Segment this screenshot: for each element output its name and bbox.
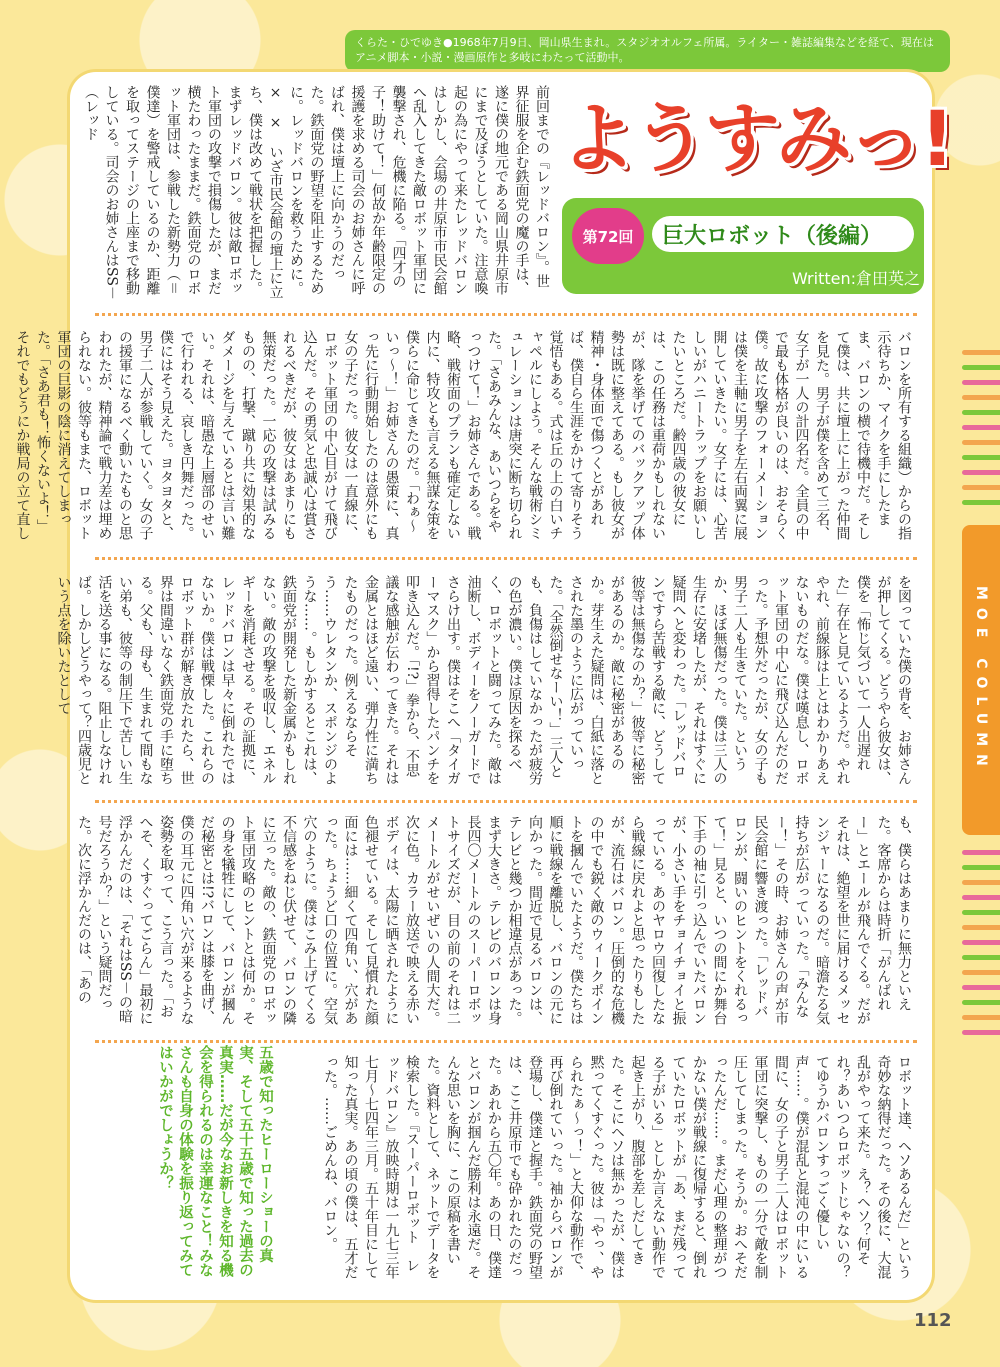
article-row-4: も、僕らはあまりに無力といえた。客席からは時折「がんばれー」とエールが飛んでくる。だがそれは、絶望を世に届けるメッセンジャーになるのだ。暗澹たる気持ちが広がっていった。「みんなー！」その時、お姉さんの声が市民会館に響き渡った。「レッドバロンが、闘いのヒントをくれるって！」見ると、いつの間にか舞台下手の袖に引っ込んでいたバロンが、小さい手をチョイチョイと振っている。あのヤロウ回復したなら戦線に戻れよと思ったりもしたが、流石はバロン。圧倒的な危機の中でも鋭く敵のウィークポイントを摑んでいたようだ。僕たちは順に戦線を離脱し、バロンの元に向かった。間近で見るバロンは、テレビと幾つか相違点があった。まず大きさ。テレビのバロンは身長四〇メートルのスーパーロボットサイズだが、目の前のそれは二メートルがせいぜいの人間大だ。次に色。カラー放送で映える赤いボディは、太陽に晒されたように色褪せている。そして見慣れた顔面には……細くて四角い、穴があった。ちょうど口の位置に。空気穴のように。僕はこみ上げてくる不信感をねじ伏せて、バロンの隣に立った。敵の、鉄面党のロボット軍団攻略のヒントとは何か。その身を犠牲にして、バロンが摑んだ秘密とは!?バロンは膝を曲げ、僕の耳元に四角い穴が来るような姿勢を取って、こう言った。「おへそ、くすぐってごらん」最初に浮かんだのは、「それはSS－の暗号だろうか？」という疑問だった。次に浮かんだのは、「あの — [76, 815, 912, 1025]
author-bio: くらた・ひでゆき●1968年7月9日、岡山県生まれ。スタジオオルフェ所属。ライター・雑誌編集などを経て、現在はアニメ脚本・小説・漫画原作と多岐にわたって活動中。 — [345, 30, 950, 72]
closing-note: 五歳で知ったヒーローショーの真実、そして五十五歳で知った過去の真実……だが今なお新しきを知る機会を得られるのは幸運なこと！みなさんも自身の体験を振り返ってみてはいかがでしょうか？ — [157, 1045, 273, 1277]
row-divider — [95, 313, 917, 316]
episode-title: 巨大ロボット（後編） — [652, 216, 914, 252]
page-number: 112 — [914, 1310, 952, 1331]
row-divider — [95, 1040, 917, 1043]
article-row-5: ロボット達、ヘソあるんだ」という奇妙な納得だった。その後に、大混乱がやって来た。え？ヘソ？何それ？あいつらロボットじゃないの？てゆうかバロンすっごく優しい声……。僕が混乱と混沌の中にいる間に、女の子と男子二人はロボット軍団に突撃し、ものの一分で敵を制圧してしまった。そうか。おへそだったんだ……。まだ心理の整理がつかない僕が戦線に復帰すると、倒れていたロボットが「あ、まだ残ってる子がいる」としか言えない動作で起き上がり、腹部を差しだしてきた。そこにヘソは無かったが、僕は黙ってくすぐった。彼は「やっ、やられたぁ～っ！」と大仰な動作で、再び倒れていった。袖からバロンが登場し、僕達と握手。鉄面党の野望は、ここ井原市でも砕かれたのだった。あれから五〇年。あの日、僕達とバロンが掴んだ勝利は永遠だ。そんな思いを胸に、この原稿を書いた。資料として、ネットでデータを検索した。『スーパーロボット レッドバロン』放映時期は一九七三年七月～七四年三月。五十年目にして知った真実。あの頃の僕は、五才だった。……ごめんね、バロン。 — [322, 1055, 912, 1279]
moe-column-tab: MOE COLUMN — [962, 525, 1000, 835]
article-row-3: を図っていた僕の背を、お姉さんが押してくる。どうやら彼女は、僕を「怖じ気づいて一人出遅れた」存在と見ているようだ。やれやれ、前線豚は上とはわかりあえないものだな。僕は嘆息し、ロボット軍団の中心に飛び込んだのだった。予想外だったが、女の子も男子二人も生きていた。というか、ほぼ無傷だった。僕は三人の生存に安堵したが、それはすぐに疑問へと変わった。「レッドバロンですら苦戦する敵に、どうして彼等は無傷なのか？」彼等に秘密があるのか。敵に秘密があるのか。芽生えた疑問は、白紙に落とされた墨のように広がっていった。「全然倒せなーい！」三人とも、負傷はしていなかったが疲労の色が濃い。僕は原因を探るべく、ロボットと闘ってみた。敵は油断し、ボディーをノーガードでさらけ出す。僕はそこへ「タイガーマスク」から習得したパンチを叩き込んだ。「!?」拳から、不思議な感触が伝わってきた。それは金属とはほど遠い、弾力性に満ちたものだった。例えるならそう……ウレタンか、スポンジのような……。もしかするとこれは、鉄面党が開発した新金属かもしれない。敵の攻撃を吸収し、エネルギーを消耗させる。その証拠に、レッドバロンは早々に倒れたではないか。僕は戦慄した。これらのロボット群が解き放たれたら、世界は間違いなく鉄面党の手に堕ちる。父も、母も、生まれて間もない弟も、彼等の制圧下で苦しい生活を送る事になる。阻止しなければ。しかしどうやって？四歳児という点を除いたとして — [55, 575, 912, 785]
article-row-1: 前回までの『レッドバロン』。世界征服を企む鉄面党の魔の手は、遂に僕の地元である岡山県井原市にまで及ぼうとしていた。注意喚起の為にやって来たレッドバロンはしかし、会場の井原市市民会館へ乱入してきた敵ロボット軍団に襲撃され、危機に陥る。「四才の子！助けて！」何故か年齢限定の援護を求める司会のお姉さんに呼ばれ、僕は壇上に向かうのだった。鉄面党の野望を阻止するために。レッドバロンを救うために。× × いざ市民会館の壇上に立ち、僕は改めて戦状を把握した。まずレッドバロン。彼は敵ロボット軍団の攻撃で損傷したが、まだ横たわったままだ。鉄面党のロボット軍団は、参戦した新勢力（＝僕達）を警戒しているのか、距離を取ってステージの上座まで移動している。司会のお姉さんはSS－（レッド — [83, 85, 550, 300]
column-title: ようすみっ! — [560, 94, 951, 183]
article-row-2: バロンを所有する組織）からの指示待ちか、マイクを手にしたまま、バロンの横で待機中だ。そして僕は、共に壇上に上がった仲間を見た。男子が僕を含めて三名、女子が一人の計四名だ。全員の中で最も体格が良いのは、おそらく僕。故に攻撃のフォーメーションは僕を主軸に男子を左右両翼に展開していきたい。女子には、心苦しいがハニートラップをお願いしたいところだ。齢四歳の彼女には、この任務は重荷かもしれないが、隊を挙げてのバックアップ体勢は既に整えてある。もし彼女が精神・身体面で傷つくとがあれば、僕自ら生涯をかけて寄りそう覚悟もある。式は丘の上の白いチャペルにしよう。そんな戦術シミュレーションは唐突に断ち切られた。「さあみんな、あいつらをやっつけて！」お姉さんである。戦略、戦術面のプランも確定しない内に、特攻とも言える無謀な策を僕らに命じてきたのだ。「わぁ～いっ～！」お姉さんの愚策に、真っ先に行動開始したのは意外にも女の子だった。彼女は一直線に、ロボット軍団の中心目がけて飛び込んだ。その勇気と忠誠心は賞されるべきだが、彼女はあまりにも無策だった。一応の攻撃は試みるものの、打撃、蹴り共に効果的なダメージを与えているとは言い難い。それは、暗愚な上層部のせいで行われる、哀しき円舞だった。僕にはそう見えた。ヨタヨタと、男子二人が参戦していく。女の子の援軍になるべく動いたものと思われたが、精神論で戦力差は埋められない。彼等もまた、ロボット軍団の巨影の陰に消えてしまった。「さあ君も！怖くないよ！」それでもどうにか戦局の立て直し — [14, 330, 912, 540]
byline: Written:倉田英之 — [791, 269, 920, 288]
row-divider — [95, 557, 917, 560]
episode-number-badge: 第72回 — [572, 208, 644, 264]
row-divider — [95, 800, 917, 803]
